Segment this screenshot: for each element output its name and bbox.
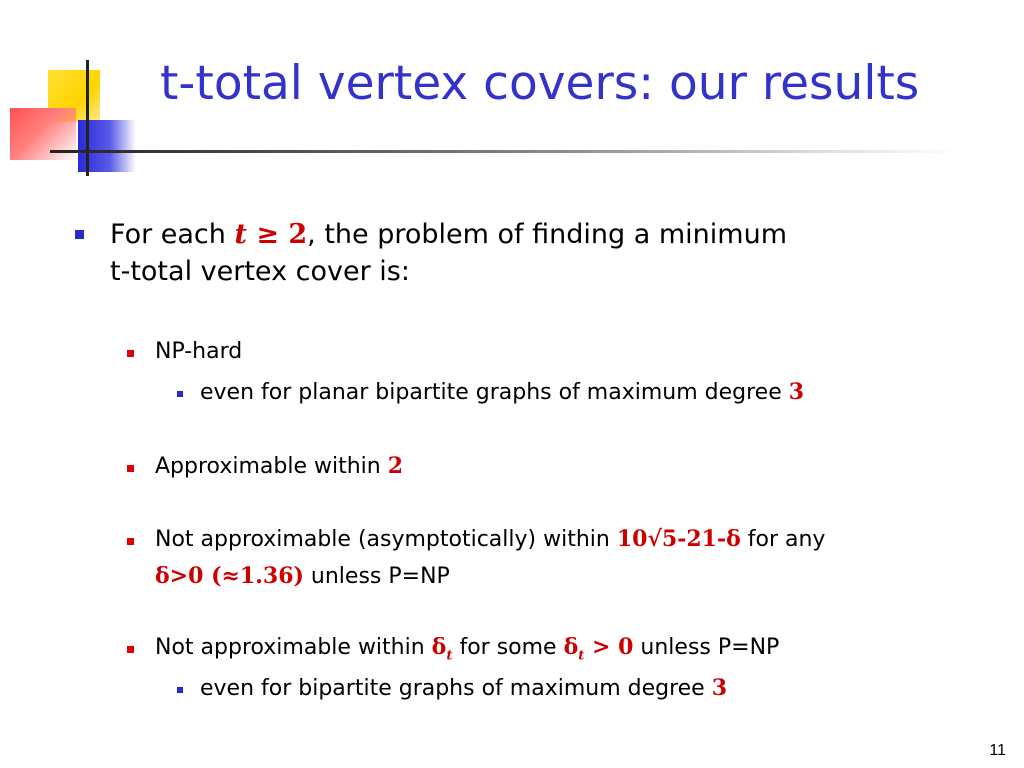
bullet-square-icon — [127, 646, 134, 653]
main-bullet-text — [110, 216, 910, 290]
not-approx1-line2 — [155, 561, 450, 592]
approx-text: Approximable within — [155, 454, 388, 479]
np-hard-subtext — [200, 377, 804, 408]
not-approx1-post: for any — [740, 527, 826, 552]
not-approx2-math2-rest: > 0 — [584, 634, 634, 660]
approximable-text — [155, 451, 403, 482]
not-approx1-pre: Not approximable (asymptotically) within — [155, 527, 617, 552]
not-approx1-line2-math: δ>0 (≈1.36) — [155, 563, 304, 589]
bullet-square-icon — [177, 391, 183, 397]
not-approx1-math: 10√5-21-δ — [616, 526, 741, 552]
not-approx2-math2-sub: t — [578, 648, 585, 664]
not-approx2-line — [155, 632, 779, 671]
bullet1-pre: For each — [110, 219, 235, 250]
not-approx2-post: unless P=NP — [633, 635, 780, 660]
bullet-square-icon — [177, 687, 183, 693]
not-approx2-sub-math: 3 — [711, 675, 728, 701]
np-hard-sub-math: 3 — [788, 379, 805, 405]
not-approx2-pre: Not approximable within — [155, 635, 432, 660]
np-hard-sub-text: even for planar bipartite graphs of maximum degree — [200, 380, 789, 405]
title-underline — [50, 150, 960, 153]
not-approx2-sub-text: even for bipartite graphs of maximum degree — [200, 676, 712, 701]
bullet1-math-var: t — [234, 219, 247, 250]
slide-title: t-total vertex covers: our results — [160, 56, 920, 111]
bullet-square-icon — [75, 230, 84, 239]
bullet-square-icon — [127, 350, 134, 357]
page-number: 11 — [989, 742, 1006, 759]
not-approx1-line2-post: unless P=NP — [303, 564, 450, 589]
bullet1-line2: t-total vertex cover is: — [110, 256, 410, 287]
not-approx2-math1-sub: t — [446, 648, 453, 664]
bullet-square-icon — [127, 465, 134, 472]
not-approx1-line1 — [155, 524, 825, 555]
not-approx2-math2: δ — [563, 634, 579, 660]
bullet1-math-rel: ≥ 2 — [246, 219, 308, 250]
bullet1-post: , the problem of finding a minimum — [307, 219, 787, 250]
bullet-square-icon — [127, 538, 134, 545]
approx-math: 2 — [387, 453, 404, 479]
not-approx2-mid: for some — [452, 635, 564, 660]
not-approx2-subtext — [200, 673, 727, 704]
np-hard-label: NP-hard — [155, 339, 243, 364]
not-approx2-math1: δ — [431, 634, 447, 660]
logo-vertical-line — [86, 60, 89, 176]
